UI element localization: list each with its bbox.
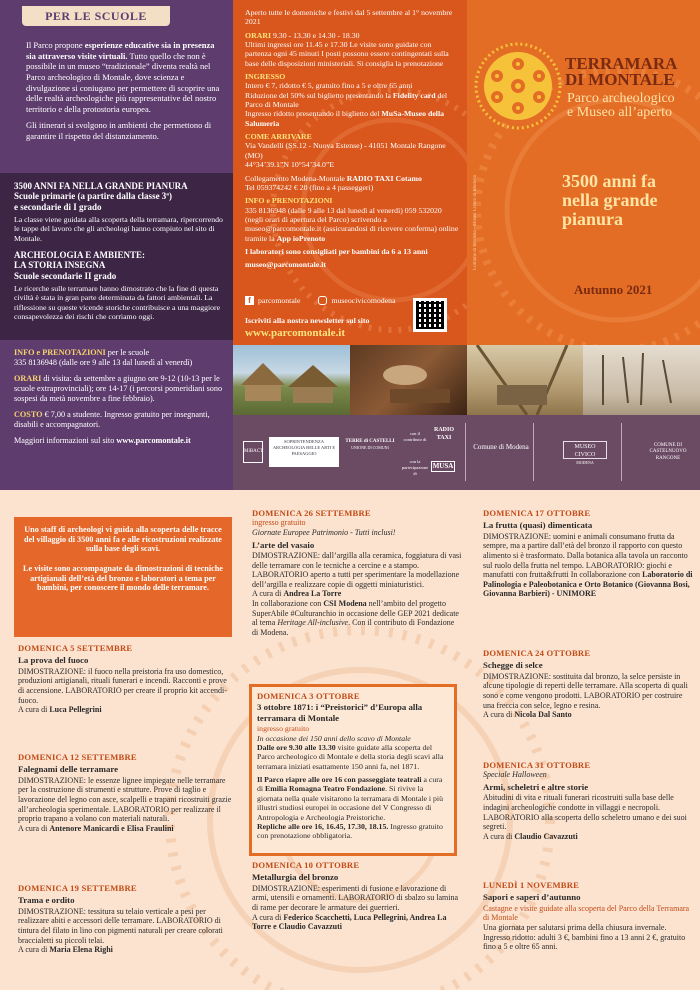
event-date: LUNEDÌ 1 NOVEMBRE (483, 880, 580, 890)
event-body: Abitudini di vita e rituali funerari ricostruiti sulla base delle indagini archeologiche condotte in villaggi e necropoli. LABORATORIO alla scoperta dello scheletro umano e dei suoi segreti. (483, 793, 687, 832)
instagram-icon[interactable] (318, 296, 327, 305)
newsletter (245, 316, 415, 340)
booking-text: 335 8136948 (dalle 9 alle 13 dal lunedì al venerdì) 059 532020 (negli orari di apertura del Parco) scrivendo a museo@parcomontale.it (assicurandosi di ricevere conferma) online tramite la (245, 205, 459, 243)
event-curator: Maria Elena Righi (49, 945, 113, 955)
entry-reduced: Ingresso ridotto presentando il biglietto del (245, 109, 382, 119)
program1-title: 3500 ANNI FA NELLA GRANDE PIANURA (14, 181, 188, 191)
cost-text: € 7,00 a studente. Ingresso gratuito per insegnanti, disabili e accompagnatori. (14, 410, 210, 429)
schools-info (14, 348, 226, 446)
address: Via Vandelli (SS.12 - Nuova Estense) - 41051 Montale Rangone (MO) (245, 141, 446, 160)
website-link[interactable]: www.parcomontale.it (116, 436, 191, 445)
event-by-label: A cura di (483, 710, 515, 720)
event-body: DIMOSTRAZIONE: il fuoco nella preistoria fra uso domestico, produzioni artigianali, rituali funerari e incendi. Racconti e prove di accensione. LABORATORIO per creare il proprio kit accendi-fuoco. (18, 666, 227, 705)
event-title: L’arte del vasaio (252, 539, 315, 550)
event-date: DOMENICA 26 SETTEMBRE (252, 508, 371, 518)
taxi-name: RADIO TAXI Cotamo (346, 173, 422, 183)
cover-title-line2: DI MONTALE (565, 70, 675, 90)
event-by-label: A cura di (18, 945, 50, 955)
event-date: DOMENICA 31 OTTOBRE (483, 760, 591, 770)
event-date: DOMENICA 19 SETTEMBRE (18, 883, 137, 893)
event-theatre-org: Emilia Romagna Teatro Fondazione (265, 784, 386, 794)
event-by-label: A cura di (252, 589, 284, 599)
event-by-label: A cura di (18, 823, 50, 833)
event-afternoon-pre: a cura di (257, 775, 443, 794)
side-credit: Comune di Modena - Museo Civico di Modena (473, 175, 478, 270)
event-morning-text: visite guidate alla scoperta del Parco archeologico di Montale e della storia degli scavi alla terramara iniziati esattamente 150 anni fa, nel 1871. (257, 743, 444, 771)
event-curator: Nicola Dal Santo (514, 710, 572, 720)
cover-subtitle-line2: e Museo all’aperto (567, 105, 672, 120)
museo-civico-name: MUSEO CIVICO (574, 444, 596, 458)
program2-title: ARCHEOLOGIA E AMBIENTE: (14, 250, 146, 261)
cover-subtitle-line1: Parco archeologico (567, 91, 675, 106)
event-collab-text: nell’ambito del progetto SuperAbile #Culturanchio in occasione delle GEP 2021 dedicate al tema (252, 599, 459, 628)
intro-bold: esperienze educative sia in presenza sia attraverso visite virtuali. (26, 40, 215, 61)
bronze-work-photo (350, 345, 467, 415)
event-body: DIMOSTRAZIONE: dall’argilla alla ceramica, foggiatura di vasi delle terramare con le tecniche a cercine e a stampo. LABORATORIO aperto a tutti per sperimentare la modellazione dell’argilla e realizzare copie di oggetti miniaturistici. (252, 551, 462, 589)
website-link[interactable]: www.parcomontale.it (245, 326, 346, 339)
cover-title-line1: TERRAMARA (565, 54, 678, 73)
museo-civico-logo (563, 441, 607, 465)
event-afternoon-text: . Si rivive la giornata nella quale visitarono la terramara di Montale i più illustri studiosi europei in occasione del V Congresso di Antropologia e Archeologia Preistoriche. (257, 784, 443, 822)
partnership-label: con la partecipazione di (401, 459, 429, 476)
event-by-label: A cura di (18, 705, 50, 715)
radio-taxi-logo: RADIO TAXI (433, 427, 454, 441)
event-title: Metallurgia del bronzo (252, 872, 339, 883)
event-curator: Andrea La Torre (283, 589, 342, 599)
event-body: DIMOSTRAZIONE: esperimenti di fusione e lavorazione di armi, utensili e ornamenti. LABORATORIO di sbalzo su lamina di rame per decorare le armature dei guerrieri. (252, 883, 459, 913)
cover-title (565, 56, 677, 88)
event-sep-12 (18, 752, 233, 833)
event-curator: Claudio Cavazzuti (514, 831, 578, 841)
sun-disc-logo (472, 40, 564, 132)
comune-modena-logo: Comune di Modena (473, 443, 529, 451)
schools-tab-title: PER LE SCUOLE (22, 6, 170, 26)
cover-headline-line3: pianura (562, 208, 624, 229)
intro-pre: Il Parco propone (26, 40, 85, 50)
coordinates: 44°34’39.1”N 10°54’34.0”E (245, 160, 335, 170)
directions-label: COME ARRIVARE (245, 132, 312, 142)
hours-label: ORARI (245, 30, 271, 40)
program2-title-2: LA STORIA INSEGNA (14, 260, 106, 271)
divider (465, 423, 466, 481)
terre-castelli-sub: UNIONE DI COMUNI (351, 445, 389, 451)
event-curator: Federico Scacchetti, Luca Pellegrini, Andrea La Torre e Claudio Cavazzuti (252, 912, 447, 932)
info-phone: 335 8136948 (dalle ore 9 alle 13 dal lunedì al venerdì) (14, 358, 193, 367)
facebook-icon[interactable]: f (245, 296, 254, 305)
email-link[interactable]: museo@parcomontale.it (245, 260, 326, 270)
hours-value: 9.30 - 13.30 e 14.30 - 18.30 (271, 30, 360, 40)
app-name: App ioPrenoto (276, 233, 326, 243)
taxi-text: Collegamento Modena-Montale (245, 173, 347, 183)
cover-headline (562, 172, 658, 229)
event-body: DIMOSTRAZIONE: tessitura su telaio verticale a pesi per realizzare abiti e accessori delle terramare. LABORATORIO di tintura del filato in lino con pigmenti naturali per creare colorati braccialetti su piccoli telai. (18, 906, 223, 945)
event-collab-theme: Heritage All-inclusive (277, 618, 349, 628)
school-programs-box (0, 173, 233, 340)
event-title: 3 ottobre 1871: i “Preistorici” d’Europa alla terramara di Montale (257, 702, 423, 723)
instagram-handle[interactable]: museocivicomodena (331, 296, 396, 305)
event-body: DIMOSTRAZIONE: uomini e animali consumano frutta da sempre, ma a partire dall’età del bronzo il rapporto con questo alimento si è trasformato. Dalla botanica alla tavola un racconto sul ruolo della frutta nel tempo. LABORATORIO: giochi e manufatti con frutta&frutti In collaborazione con (483, 531, 688, 580)
event-occasion: Giornate Europee Patrimonio - Tutti inclusi! (252, 527, 396, 537)
hours-label: ORARI (14, 374, 42, 383)
visitor-info-panel (233, 0, 467, 345)
event-collab-pre: In collaborazione con (252, 599, 324, 609)
event-body: DIMOSTRAZIONE: le essenze lignee impiegate nelle terramare per la costruzione di strumenti e strutture. Prove di taglio e lavorazione del legno con asce, scalpelli e trapani ricostruiti grazie all’archeologia sperimentale. LABORATORIO per realizzare il proprio trapano a volano con materiali naturali. (18, 775, 232, 824)
event-curator: Antenore Manicardi e Elisa Fraulini (49, 823, 174, 833)
event-sep-5 (18, 643, 233, 715)
schools-panel (0, 0, 233, 490)
event-body: Una giornata per salutarsi prima della chiusura invernale. Ingresso ridotto: adulti 3 €, bambini fino a 13 anni 2 €, gratuito fino a 5 e oltre 65 anni. (483, 923, 686, 952)
event-free-entry: ingresso gratuito (257, 724, 310, 734)
event-title: Schegge di selce (483, 660, 543, 671)
event-title: La frutta (quasi) dimenticata (483, 520, 593, 531)
qr-code[interactable] (413, 298, 447, 332)
info-label: INFO e PRENOTAZIONI (14, 348, 106, 357)
opening-period: Aperto tutte le domeniche e festivi dal 5 settembre al 1° novembre 2021 (245, 8, 453, 27)
event-oct-24 (483, 648, 693, 720)
event-morning-hours: Dalle ore 9.30 alle 13.30 (257, 743, 336, 753)
event-afternoon-hours: Il Parco riapre alle ore 16 con passeggiate teatrali (257, 775, 422, 785)
intro-paragraph (26, 40, 224, 114)
more-info-text: Maggiori informazioni sul sito (14, 436, 117, 445)
cover-headline-line1: 3500 anni fa (562, 171, 657, 191)
castelnuovo-logo: COMUNE DI CASTELNUOVO RANGONE (649, 443, 687, 461)
booking-label: INFO e PRENOTAZIONI (245, 196, 333, 206)
taxi-phone: Tel 059374242 € 20 (fino a 4 passeggeri) (245, 182, 374, 192)
event-collab-end: . Con il contributo di Fondazione di Modena. (252, 618, 455, 637)
event-date: DOMENICA 17 OTTOBRE (483, 508, 591, 518)
cover-headline-line2: nella grande (562, 189, 658, 210)
info-text: per le scuole (105, 348, 150, 357)
event-body: DIMOSTRAZIONE: sostituita dal bronzo, la selce persiste in alcune tipologie di reperti delle terramare. Alla scoperta di quali sono e come vengono prodotti. LABORATORIO per costruire una freccia con selce, legno e resina. (483, 671, 688, 710)
event-date: DOMENICA 5 SETTEMBRE (18, 643, 133, 653)
event-date: DOMENICA 12 SETTEMBRE (18, 752, 137, 762)
event-oct-17 (483, 508, 693, 599)
hours-text: di visita: da settembre a giugno ore 9-12 (10-13 per le scuole extraprovinciali); ore 14-17 (i percorsi pomeridiani sono sospesi da metà novembre a fine febbraio). (14, 374, 223, 403)
event-title: Falegnami delle terramare (18, 764, 118, 775)
sponsor-logos (233, 415, 700, 490)
intro-rest: Tutto quello che non è possibile in un museo “tradizionale” diventa realtà nel Parco archeologico di Montale, dove scienza e divulgazione si coniugano per permettere di scoprire una delle realtà archeologiche più rappresentative del nostro territorio e della protostoria europea. (26, 50, 220, 114)
hours-notes: Ultimi ingressi ore 11.45 e 17.30 Le visite sono guidate con partenza ogni 45 minuti I posti possono essere contingentati sulla base delle disposizioni ministeriali. Si consiglia la prenotazione (245, 40, 449, 68)
program1-audience: Scuole primarie (a partire dalla classe 3ª) (14, 191, 173, 202)
event-date: DOMENICA 24 OTTOBRE (483, 648, 591, 658)
fidelity-card: Fidelity card (392, 90, 436, 100)
visitor-info-text (245, 8, 459, 274)
event-oct-3-box (249, 684, 457, 856)
event-date: DOMENICA 10 OTTOBRE (252, 860, 360, 870)
event-title: La prova del fuoco (18, 655, 89, 666)
entry-discount-end: del Parco di Montale (245, 90, 448, 110)
season-label: Autunno 2021 (574, 282, 653, 297)
program2-text: Le ricerche sulle terramare hanno dimostrato che la fine di questa civiltà è stata in gran parte determinata da fattori ambientali. La riflessione su queste vicende storiche contribuisce a una maggiore consapevolezza dei rischi che corriamo oggi. (14, 284, 221, 322)
lab-age-note: I laboratori sono consigliati per bambini da 6 a 13 anni (245, 246, 428, 256)
tools-display-photo (583, 345, 700, 415)
event-oct-3 (257, 691, 449, 841)
programme-intro-box (14, 517, 232, 637)
cover-subtitle (567, 92, 675, 120)
event-title: Armi, scheletri e altre storie (483, 781, 589, 792)
intro-note-1: Uno staff di archeologi vi guida alla scoperta delle tracce del villaggio di 3500 anni fa e alle ricostruzioni realizzate sulla base degli scavi. (24, 525, 222, 554)
event-free-entry: ingresso gratuito (252, 518, 306, 528)
event-subtitle: Castagne e visite guidate alla scoperta del Parco della Terramara di Montale (483, 903, 690, 923)
event-title: Sapori e saperi d’autunno (483, 892, 581, 903)
event-date: DOMENICA 3 OTTOBRE (257, 691, 360, 701)
event-sep-26 (252, 508, 462, 637)
event-occasion: In occasione dei 150 anni dello scavo di Montale (257, 733, 411, 743)
divider (533, 423, 534, 481)
event-collab-org: CSI Modena (323, 599, 367, 609)
event-repeat-times: Repliche alle ore 16, 16.45, 17.30, 18.15. (257, 821, 389, 831)
hut-interior-photo (467, 345, 584, 415)
program1-text: La classe viene guidata alla scoperta della terramara, ripercorrendo le tappe del lavoro che gli archeologi hanno compiuto nel sito di Montale. (14, 215, 223, 243)
event-by-label: A cura di (483, 831, 515, 841)
event-curator: Luca Pellegrini (49, 705, 102, 715)
intro-paragraph-2: Gli itinerari si svolgono in ambienti che permettono di garantire il rispetto del distanziamento. (26, 120, 212, 141)
musa-museum: MuSa-Museo della Salumeria (245, 109, 445, 128)
divider (621, 423, 622, 481)
program1-audience-2: e secondarie di I grado (14, 201, 102, 212)
entry-prices: Intero € 7, ridotto € 5, gratuito fino a 5 e oltre 65 anni (245, 81, 413, 91)
soprintendenza-logo: SOPRINTENDENZA ARCHEOLOGIA BELLE ARTI E PAESAGGIO (269, 437, 339, 467)
entry-discount: Riduzione del 50% sul biglietto presentando la (245, 90, 393, 100)
terre-di-castelli-logo (345, 439, 395, 451)
ministry-logo: MiBACT (243, 441, 263, 463)
village-huts-photo (233, 345, 350, 415)
event-booking-note: Ingresso gratuito con prenotazione obbligatoria. (257, 821, 443, 841)
event-curator: Laboratorio di Palinologia e Paleobotanica e Orto Botanico (Giovanna Bosi, Giovanna Barbieri) - UNIMORE (483, 570, 693, 599)
museo-civico-city: MODENA (576, 460, 594, 465)
event-nov-1 (483, 880, 693, 952)
newsletter-text: Iscriviti alla nostra newsletter sul sito (245, 316, 370, 325)
cost-label: COSTO (14, 410, 43, 419)
event-occasion: Speciale Halloween (483, 770, 547, 780)
entry-label: INGRESSO (245, 72, 286, 82)
event-oct-31 (483, 760, 693, 841)
musa-logo: MUSA (432, 462, 454, 470)
facebook-handle[interactable]: parcomontale (258, 296, 301, 305)
schools-intro (26, 40, 224, 148)
terre-castelli-name: TERRE di CASTELLI (345, 439, 395, 444)
event-sep-19 (18, 883, 233, 955)
intro-note-2: Le visite sono accompagnate da dimostrazioni di tecniche artigianali dell’età del bronzo e laboratori a tema per bambini, per conoscere il mondo delle terramare. (23, 564, 223, 593)
contribution-label: con il contributo di (403, 431, 427, 442)
event-by-label: A cura di (252, 912, 284, 922)
photo-strip (233, 345, 700, 415)
program2-audience: Scuole secondarie II grado (14, 270, 117, 281)
event-title: Trama e ordito (18, 895, 75, 906)
event-oct-10 (252, 860, 462, 932)
